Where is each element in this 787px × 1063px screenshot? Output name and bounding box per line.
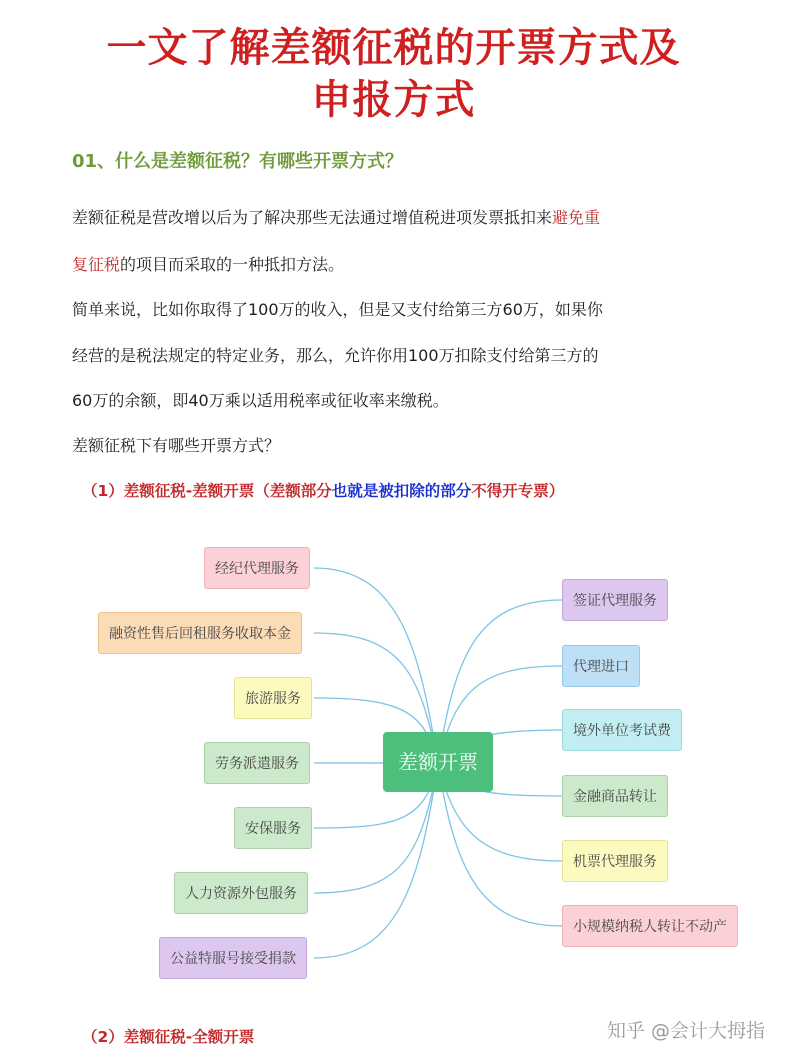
mindmap-node-right-6: 小规模纳税人转让不动产 [562, 905, 738, 947]
mindmap-node-left-6: 人力资源外包服务 [174, 872, 308, 914]
mindmap-node-right-1: 签证代理服务 [562, 579, 668, 621]
title-line-1: 一文了解差额征税的开票方式及 [106, 25, 681, 71]
mindmap-node-left-5: 安保服务 [234, 807, 312, 849]
paragraph-line-6: 差额征税下有哪些开票方式？ [72, 436, 281, 455]
paragraph-line-2 [72, 252, 344, 275]
mindmap-node-left-2: 融资性售后回租服务收取本金 [98, 612, 302, 654]
subheading-blue-text: 也就是被扣除的部分 [331, 482, 472, 500]
mindmap-center-node: 差额开票 [383, 732, 493, 792]
paragraph-line-5: 60万的余额，即40万乘以适用税率或征收率来缴税。 [72, 391, 449, 410]
subheading-text: （1）差额征税-差额开票（差额部分 [82, 482, 332, 500]
mindmap-node-right-5: 机票代理服务 [562, 840, 668, 882]
watermark-text: 知乎 @会计大拇指 [606, 1020, 765, 1042]
paragraph-line-4: 经营的是税法规定的特定业务，那么，允许你用100万扣除支付给第三方的 [72, 346, 599, 365]
highlight-text: 复征税 [72, 255, 121, 274]
title-line-2: 申报方式 [311, 77, 476, 123]
mindmap-node-left-1: 经纪代理服务 [204, 547, 310, 589]
subheading-1 [82, 479, 564, 501]
mindmap-node-right-4: 金融商品转让 [562, 775, 668, 817]
paragraph-line-1 [72, 205, 600, 228]
page-title [0, 22, 787, 126]
mindmap-node-left-4: 劳务派遣服务 [204, 742, 310, 784]
section-heading-01: 01、什么是差额征税？有哪些开票方式？ [72, 151, 404, 172]
mindmap-node-left-3: 旅游服务 [234, 677, 312, 719]
mindmap-node-right-2: 代理进口 [562, 645, 640, 687]
mindmap-node-left-7: 公益特服号接受捐款 [159, 937, 307, 979]
paragraph-text: 的项目而采取的一种抵扣方法。 [120, 255, 345, 274]
mindmap-node-right-3: 境外单位考试费 [562, 709, 682, 751]
highlight-text: 避免重 [552, 208, 601, 227]
paragraph-text: 差额征税是营改增以后为了解决那些无法通过增值税进项发票抵扣来 [72, 208, 553, 227]
subheading-2: （2）差额征税-全额开票 [82, 1028, 255, 1046]
subheading-text: 不得开专票） [471, 482, 565, 500]
connector-line [314, 764, 438, 958]
paragraph-line-3: 简单来说，比如你取得了100万的收入，但是又支付给第三方60万，如果你 [72, 300, 603, 319]
